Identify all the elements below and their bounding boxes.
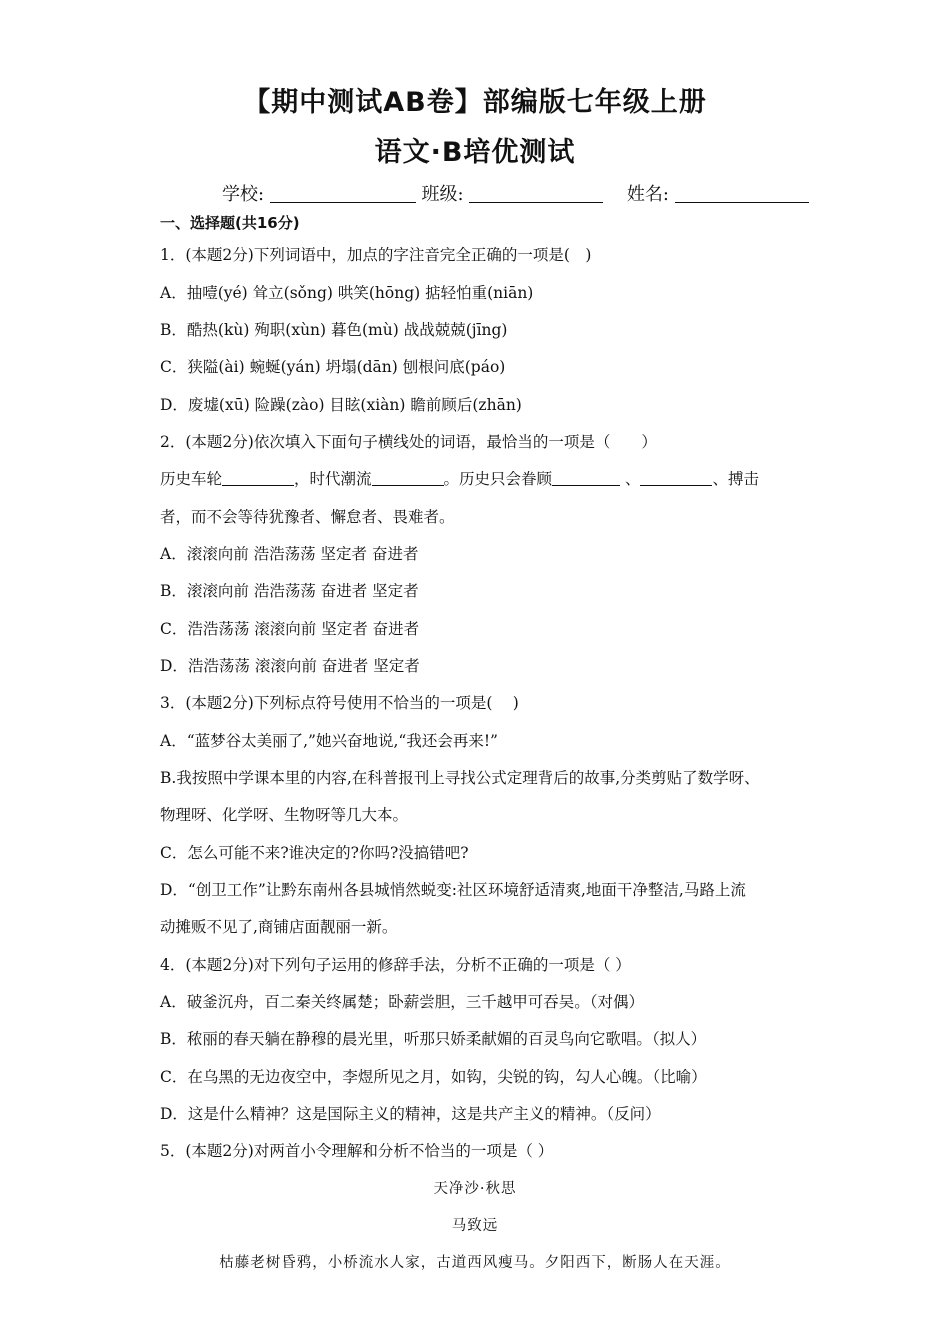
q4-option-b: B．秾丽的春天躺在静穆的晨光里，听那只娇柔献媚的百灵鸟向它歌唱。（拟人）	[160, 1030, 707, 1048]
student-info-row	[222, 180, 809, 206]
q2-text-part: 历史车轮	[160, 470, 223, 488]
q1-stem: 1．(本题2分)下列词语中，加点的字注音完全正确的一项是( )	[160, 246, 592, 264]
answer-blank	[222, 470, 294, 486]
q2-text-part: 、	[620, 470, 641, 488]
q3-option-a: A．“蓝梦谷太美丽了,”她兴奋地说,“我还会再来!”	[160, 732, 498, 750]
class-label: 班级:	[421, 184, 464, 205]
poem-text: 枯藤老树昏鸦，小桥流水人家，古道西风瘦马。夕阳西下，断肠人在天涯。	[219, 1255, 731, 1271]
answer-blank	[640, 470, 712, 486]
q4-option-a: A．破釜沉舟，百二秦关终属楚；卧薪尝胆，三千越甲可吞吴。（对偶）	[160, 993, 644, 1011]
q2-option-b: B．滚滚向前 浩浩荡荡 奋进者 坚定者	[160, 582, 419, 600]
q1-option-d: D．废墟(xū) 险躁(zào) 目眩(xiàn) 瞻前顾后(zhān)	[160, 396, 522, 414]
exam-subtitle: 语文·B培优测试	[374, 137, 576, 168]
q2-text-part: 。历史只会眷顾	[443, 470, 553, 488]
school-label: 学校:	[222, 184, 265, 205]
answer-blank	[372, 470, 444, 486]
q2-sentence-line2: 者，而不会等待犹豫者、懈怠者、畏难者。	[160, 508, 455, 526]
q2-option-c: C．浩浩荡荡 滚滚向前 坚定者 奋进者	[160, 620, 420, 638]
q2-text-part: ，时代潮流	[294, 470, 372, 488]
q3-option-b-line2: 物理呀、化学呀、生物呀等几大本。	[160, 806, 409, 824]
answer-blank	[552, 470, 620, 486]
q3-option-c: C．怎么可能不来?谁决定的?你吗?没搞错吧?	[160, 844, 469, 862]
q3-option-d-line2: 动摊贩不见了,商铺店面靓丽一新。	[160, 918, 398, 936]
q1-option-a: A．抽噎(yé) 耸立(sǒng) 哄笑(hōng) 掂轻怕重(niān)	[160, 284, 534, 302]
q1-option-b: B．酷热(kù) 殉职(xùn) 暮色(mù) 战战兢兢(jīng)	[160, 321, 508, 339]
q1-option-c: C．狭隘(ài) 蜿蜒(yán) 坍塌(dān) 刨根问底(páo)	[160, 358, 506, 376]
class-blank	[469, 184, 603, 203]
q2-stem: 2．(本题2分)依次填入下面句子横线处的词语，最恰当的一项是（ ）	[160, 433, 657, 451]
exam-title: 【期中测试AB卷】部编版七年级上册	[243, 87, 707, 118]
name-blank	[675, 184, 809, 203]
name-label: 姓名:	[626, 184, 669, 205]
section-heading: 一、选择题(共16分)	[160, 214, 300, 232]
poem-author: 马致远	[451, 1218, 499, 1234]
q5-stem: 5．(本题2分)对两首小令理解和分析不恰当的一项是（ ）	[160, 1142, 554, 1160]
poem-title: 天净沙·秋思	[433, 1181, 517, 1197]
q3-stem: 3．(本题2分)下列标点符号使用不恰当的一项是( )	[160, 694, 519, 712]
q2-text-part: 、搏击	[712, 470, 759, 488]
q4-option-c: C．在乌黑的无边夜空中，李煜所见之月，如钩，尖锐的钩，勾人心魄。（比喻）	[160, 1068, 707, 1086]
school-blank	[270, 184, 416, 203]
q2-option-d: D．浩浩荡荡 滚滚向前 奋进者 坚定者	[160, 657, 420, 675]
q2-option-a: A．滚滚向前 浩浩荡荡 坚定者 奋进者	[160, 545, 419, 563]
q3-option-d-line1: D．“创卫工作”让黔东南州各县城悄然蜕变:社区环境舒适清爽,地面干净整洁,马路上流	[160, 881, 746, 899]
q3-option-b-line1: B.我按照中学课本里的内容,在科普报刊上寻找公式定理背后的故事,分类剪贴了数学呀、	[160, 769, 760, 787]
q2-sentence-line1	[160, 467, 759, 489]
q4-option-d: D．这是什么精神？这是国际主义的精神，这是共产主义的精神。（反问）	[160, 1105, 661, 1123]
q4-stem: 4．(本题2分)对下列句子运用的修辞手法，分析不正确的一项是（ ）	[160, 956, 631, 974]
